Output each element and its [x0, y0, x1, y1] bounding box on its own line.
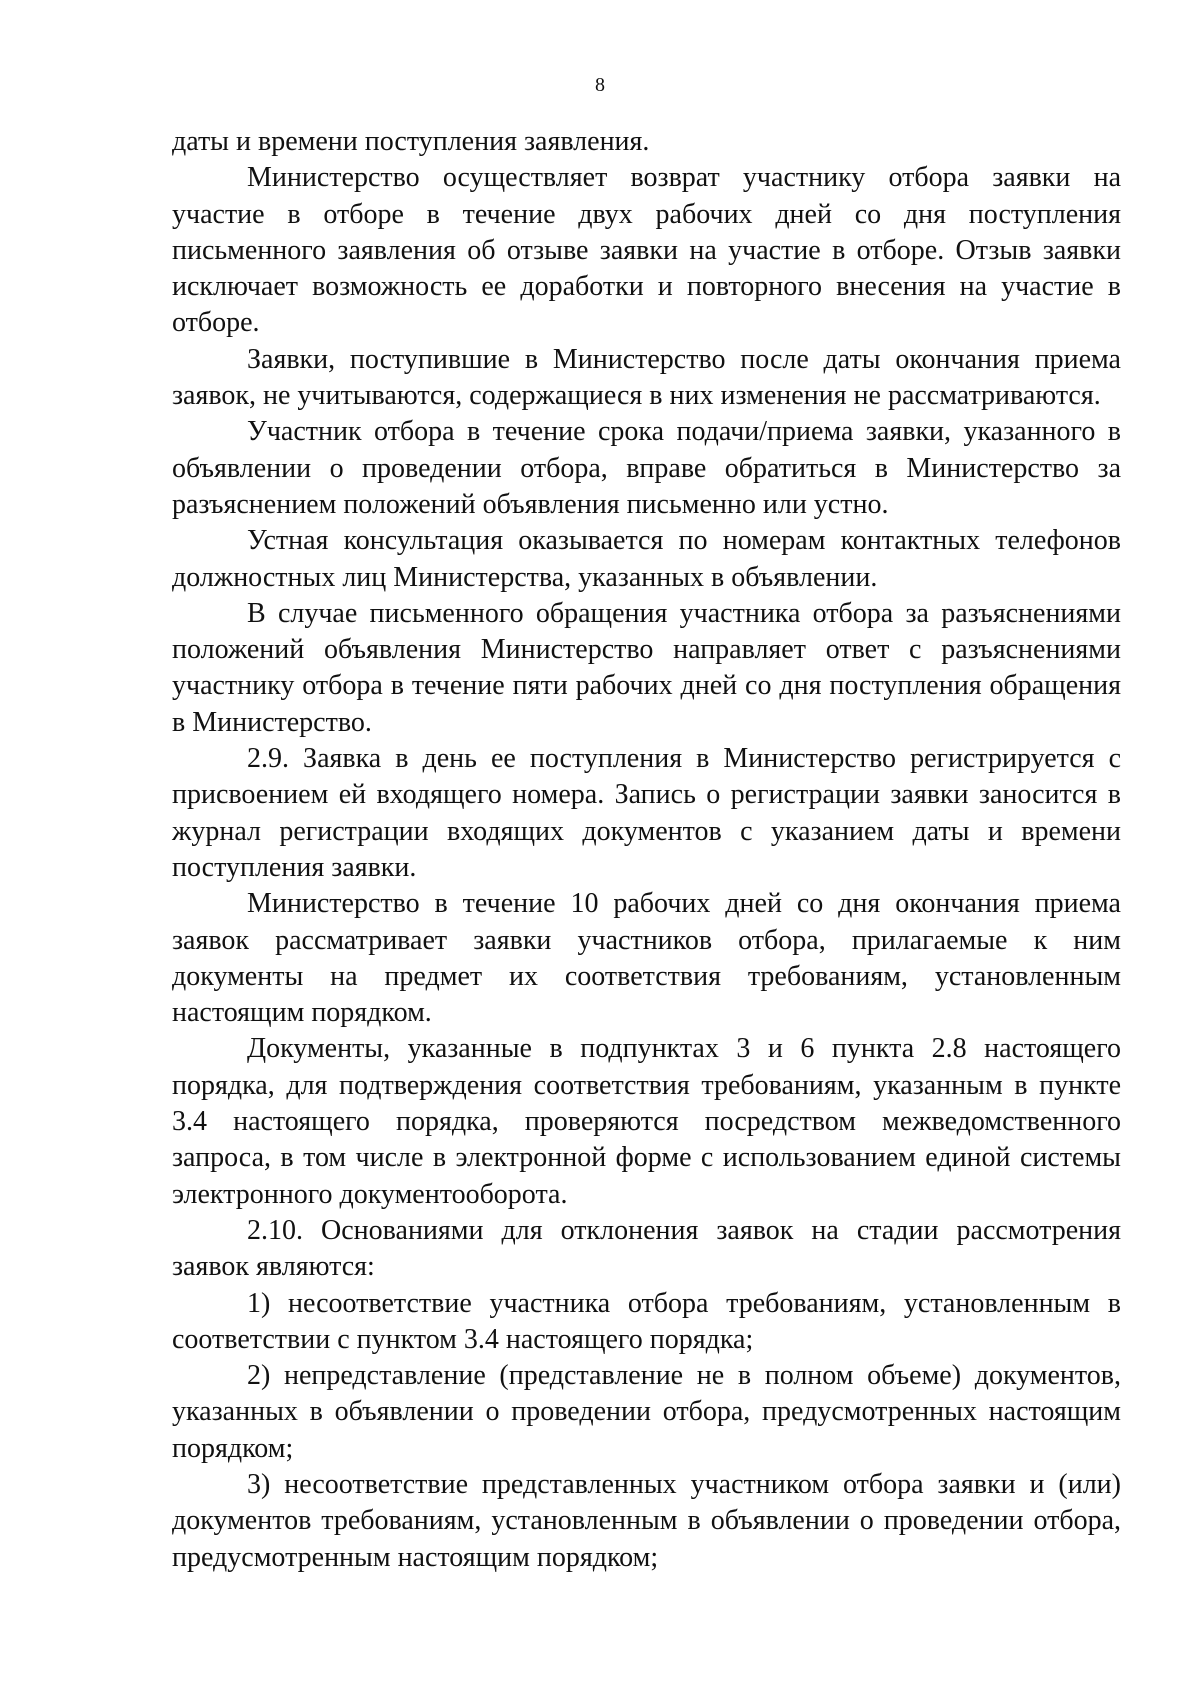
paragraph-section-2-9: 2.9. Заявка в день ее поступления в Министерство регистрируется с присвоением ей входящего номера. Запись о регистрации заявки заносится в журнал регистрации входящих документов с указанием даты и времени поступления заявки.	[172, 743, 1121, 883]
paragraph-review-period: Министерство в течение 10 рабочих дней со дня окончания приема заявок рассматривает заявки участников отбора, прилагаемые к ним документы на предмет их соответствия требованиям, установленным настоящим порядком.	[172, 888, 1121, 1029]
paragraph-clarification-request: Участник отбора в течение срока подачи/приема заявки, указанного в объявлении о проведении отбора, вправе обратиться в Министерство за разъяснением положений объявления письменно или устно.	[172, 416, 1121, 520]
list-item-1: 1) несоответствие участника отбора требованиям, установленным в соответствии с пунктом 3.4 настоящего порядка;	[172, 1287, 1121, 1355]
paragraph-continuation: даты и времени поступления заявления.	[172, 126, 650, 157]
document-body	[172, 124, 1121, 1576]
list-item-2: 2) непредставление (представление не в полном объеме) документов, указанных в объявлении о проведении отбора, предусмотренных настоящим порядком;	[172, 1360, 1121, 1464]
paragraph-withdrawal-return: Министерство осуществляет возврат участнику отбора заявки на участие в отборе в течение двух рабочих дней со дня поступления письменного заявления об отзыве заявки на участие в отборе. Отзыв заявки исключает возможность ее доработки и повторного внесения на участие в отборе.	[172, 162, 1121, 339]
paragraph-written-response: В случае письменного обращения участника отбора за разъяснениями положений объявления Министерство направляет ответ с разъяснениями участнику отбора в течение пяти рабочих дней со дня поступления обращения в Министерство.	[172, 597, 1121, 738]
paragraph-interagency-request: Документы, указанные в подпунктах 3 и 6 пункта 2.8 настоящего порядка, для подтверждения соответствия требованиям, указанным в пункте 3.4 настоящего порядка, проверяются посредством межведомственного запроса, в том числе в электронной форме с использованием единой системы электронного документооборота.	[172, 1033, 1121, 1210]
paragraph-section-2-10: 2.10. Основаниями для отклонения заявок на стадии рассмотрения заявок являются:	[172, 1214, 1121, 1283]
paragraph-late-applications: Заявки, поступившие в Министерство после даты окончания приема заявок, не учитываются, содержащиеся в них изменения не рассматриваются.	[172, 343, 1121, 412]
page-number: 8	[595, 74, 605, 96]
paragraph-oral-consultation: Устная консультация оказывается по номерам контактных телефонов должностных лиц Министерства, указанных в объявлении.	[172, 525, 1121, 593]
list-item-3: 3) несоответствие представленных участником отбора заявки и (или) документов требованиям, установленным в объявлении о проведении отбора, предусмотренным настоящим порядком;	[172, 1468, 1121, 1573]
